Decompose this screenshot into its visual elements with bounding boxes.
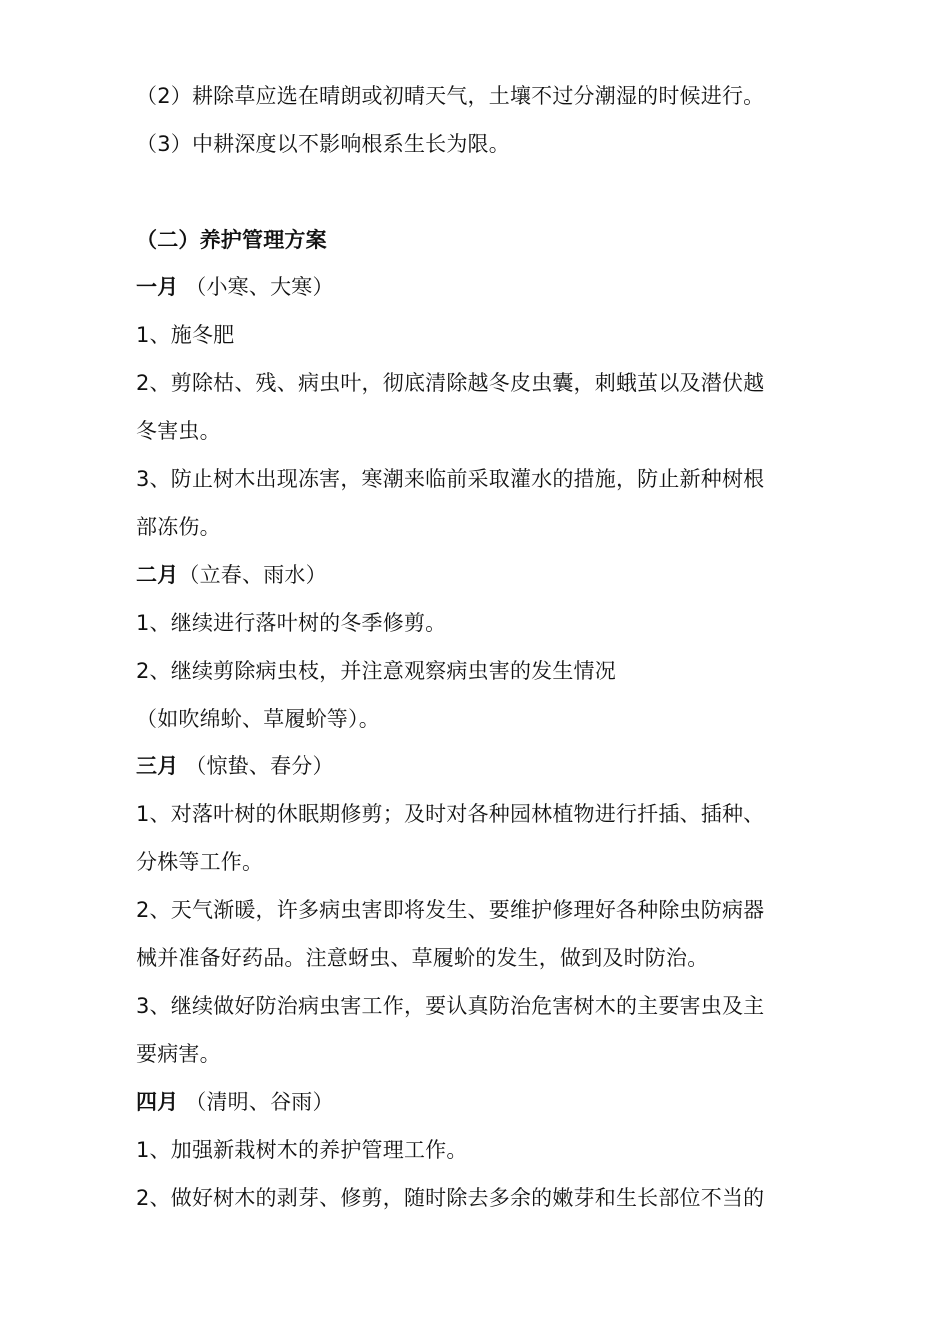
paragraph-line: （3）中耕深度以不影响根系生长为限。: [136, 132, 510, 156]
paragraph-line: 2、继续剪除病虫枝，并注意观察病虫害的发生情况: [136, 659, 616, 683]
month-name: 三月: [136, 754, 179, 778]
paragraph-line: （如吹绵蚧、草履蚧等）。: [136, 707, 380, 731]
solar-terms: （清明、谷雨）: [178, 1090, 334, 1114]
solar-terms: （立春、雨水）: [178, 563, 327, 587]
paragraph-line: 2、天气渐暖，许多病虫害即将发生、要维护修理好各种除虫防病器: [136, 898, 765, 922]
paragraph-line: 部冻伤。: [136, 515, 221, 539]
month-name: 四月: [136, 1090, 179, 1114]
paragraph-line: 1、继续进行落叶树的冬季修剪。: [136, 611, 447, 635]
paragraph-line: 械并准备好药品。注意蚜虫、草履蚧的发生，做到及时防治。: [136, 946, 709, 970]
month-name: 二月: [136, 563, 179, 587]
paragraph-line: 3、防止树木出现冻害，寒潮来临前采取灌水的措施，防止新种树根: [136, 467, 765, 491]
paragraph-line: 2、做好树木的剥芽、修剪，随时除去多余的嫩芽和生长部位不当的: [136, 1186, 765, 1210]
paragraph-line: 分株等工作。: [136, 850, 264, 874]
paragraph-line: 冬害虫。: [136, 419, 221, 443]
month-heading: [136, 560, 836, 590]
paragraph-line: 1、施冬肥: [136, 323, 235, 347]
month-name: 一月: [136, 275, 179, 299]
paragraph-line: 2、剪除枯、残、病虫叶，彻底清除越冬皮虫囊，刺蛾茧以及潜伏越: [136, 371, 765, 395]
paragraph-line: （2）耕除草应选在晴朗或初晴天气，土壤不过分潮湿的时候进行。: [136, 84, 765, 108]
paragraph-line: 1、对落叶树的休眠期修剪；及时对各种园林植物进行扦插、插种、: [136, 802, 765, 826]
month-heading: [136, 272, 836, 302]
solar-terms: （小寒、大寒）: [178, 275, 334, 299]
section-heading: （二）养护管理方案: [136, 228, 327, 252]
month-heading: [136, 751, 836, 781]
solar-terms: （惊蛰、春分）: [178, 754, 334, 778]
month-heading: [136, 1087, 836, 1117]
paragraph-line: 1、加强新栽树木的养护管理工作。: [136, 1138, 468, 1162]
paragraph-line: 要病害。: [136, 1042, 221, 1066]
paragraph-line: 3、继续做好防治病虫害工作，要认真防治危害树木的主要害虫及主: [136, 994, 765, 1018]
